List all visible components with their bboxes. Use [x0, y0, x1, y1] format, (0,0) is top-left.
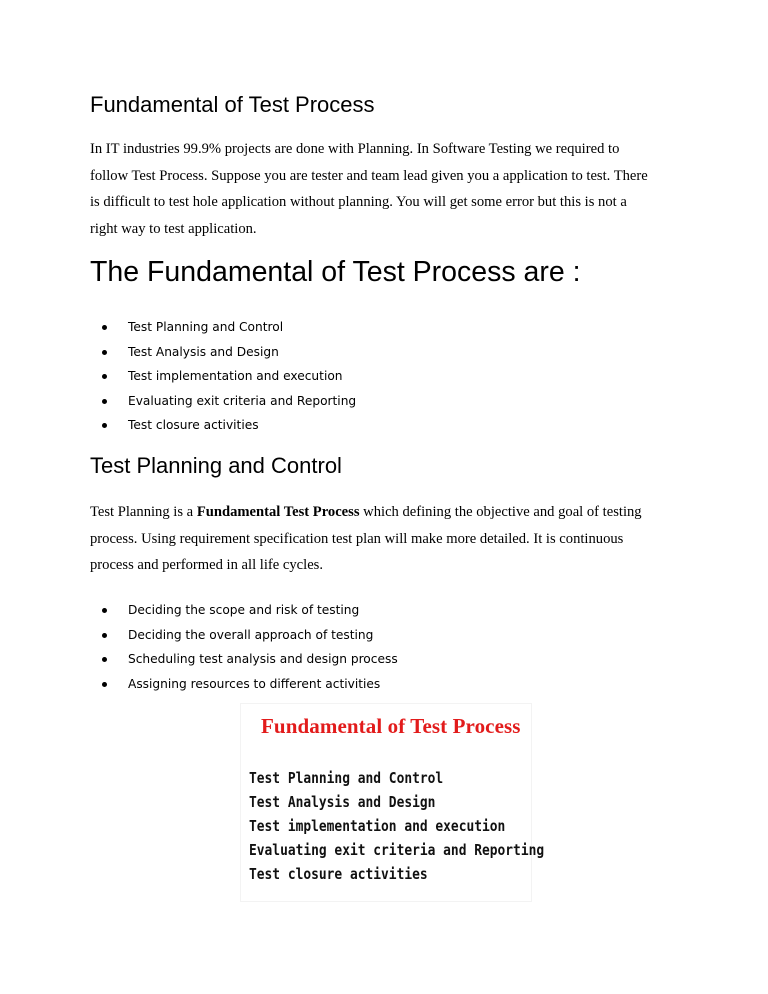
- list-item: [90, 413, 356, 438]
- list-item-text: Deciding the scope and risk of testing: [128, 603, 360, 617]
- planning-list: [90, 598, 398, 696]
- figure-list-item: Test Analysis and Design: [249, 793, 436, 811]
- bullet-icon: [102, 399, 107, 404]
- planning-paragraph: [90, 499, 690, 579]
- figure-title: Fundamental of Test Process: [261, 714, 521, 738]
- list-item-text: Test Planning and Control: [128, 320, 284, 334]
- intro-line: In IT industries 99.9% projects are done with Planning. In Software Testing we required to: [90, 141, 620, 157]
- list-item-text: Deciding the overall approach of testing: [128, 627, 374, 642]
- planning-text: which defining the objective and goal of testing: [359, 504, 642, 520]
- figure-list-item: Test closure activities: [249, 865, 428, 883]
- list-item-text: Test Analysis and Design: [128, 344, 279, 359]
- bullet-icon: [102, 350, 107, 355]
- bullet-icon: [102, 423, 107, 428]
- list-item: [90, 389, 356, 414]
- bullet-icon: [102, 682, 107, 687]
- list-item-text: Test implementation and execution: [128, 369, 343, 383]
- section-heading-process: The Fundamental of Test Process are :: [90, 256, 581, 288]
- process-list: [90, 315, 356, 438]
- figure-list-item: Test implementation and execution: [249, 817, 506, 835]
- list-item: [90, 647, 398, 672]
- planning-line: process and performed in all life cycles.: [90, 557, 324, 573]
- planning-bold-text: Fundamental Test Process: [196, 504, 360, 520]
- intro-line: right way to test application.: [90, 220, 257, 237]
- figure-list-item: Evaluating exit criteria and Reporting: [249, 841, 545, 859]
- intro-line: is difficult to test hole application without planning. You will get some error but this is not a: [90, 194, 627, 210]
- list-item-text: Scheduling test analysis and design process: [128, 652, 398, 666]
- list-item: [90, 623, 398, 648]
- intro-paragraph: [90, 136, 690, 242]
- list-item: [90, 315, 356, 340]
- figure-list-item: Test Planning and Control: [249, 769, 444, 787]
- bullet-icon: [102, 325, 107, 330]
- figure-list: [249, 766, 592, 886]
- bullet-icon: [102, 608, 107, 613]
- list-item: [90, 672, 398, 697]
- bullet-icon: [102, 374, 107, 379]
- process-figure-image: [240, 703, 545, 902]
- list-item: [90, 340, 356, 365]
- bullet-icon: [102, 657, 107, 662]
- planning-line: [90, 499, 690, 526]
- page-title: Fundamental of Test Process: [90, 92, 375, 117]
- planning-line: process. Using requirement specification test plan will make more detailed. It is continuous: [90, 530, 624, 547]
- list-item-text: Evaluating exit criteria and Reporting: [128, 393, 357, 408]
- intro-line: follow Test Process. Suppose you are tester and team lead given you a application to test. There: [90, 167, 648, 184]
- bullet-icon: [102, 633, 107, 638]
- list-item-text: Assigning resources to different activities: [128, 676, 381, 691]
- list-item: [90, 598, 398, 623]
- list-item: [90, 364, 356, 389]
- section-heading-planning: Test Planning and Control: [90, 453, 342, 478]
- planning-text: Test Planning is a: [90, 504, 197, 520]
- list-item-text: Test closure activities: [128, 418, 259, 432]
